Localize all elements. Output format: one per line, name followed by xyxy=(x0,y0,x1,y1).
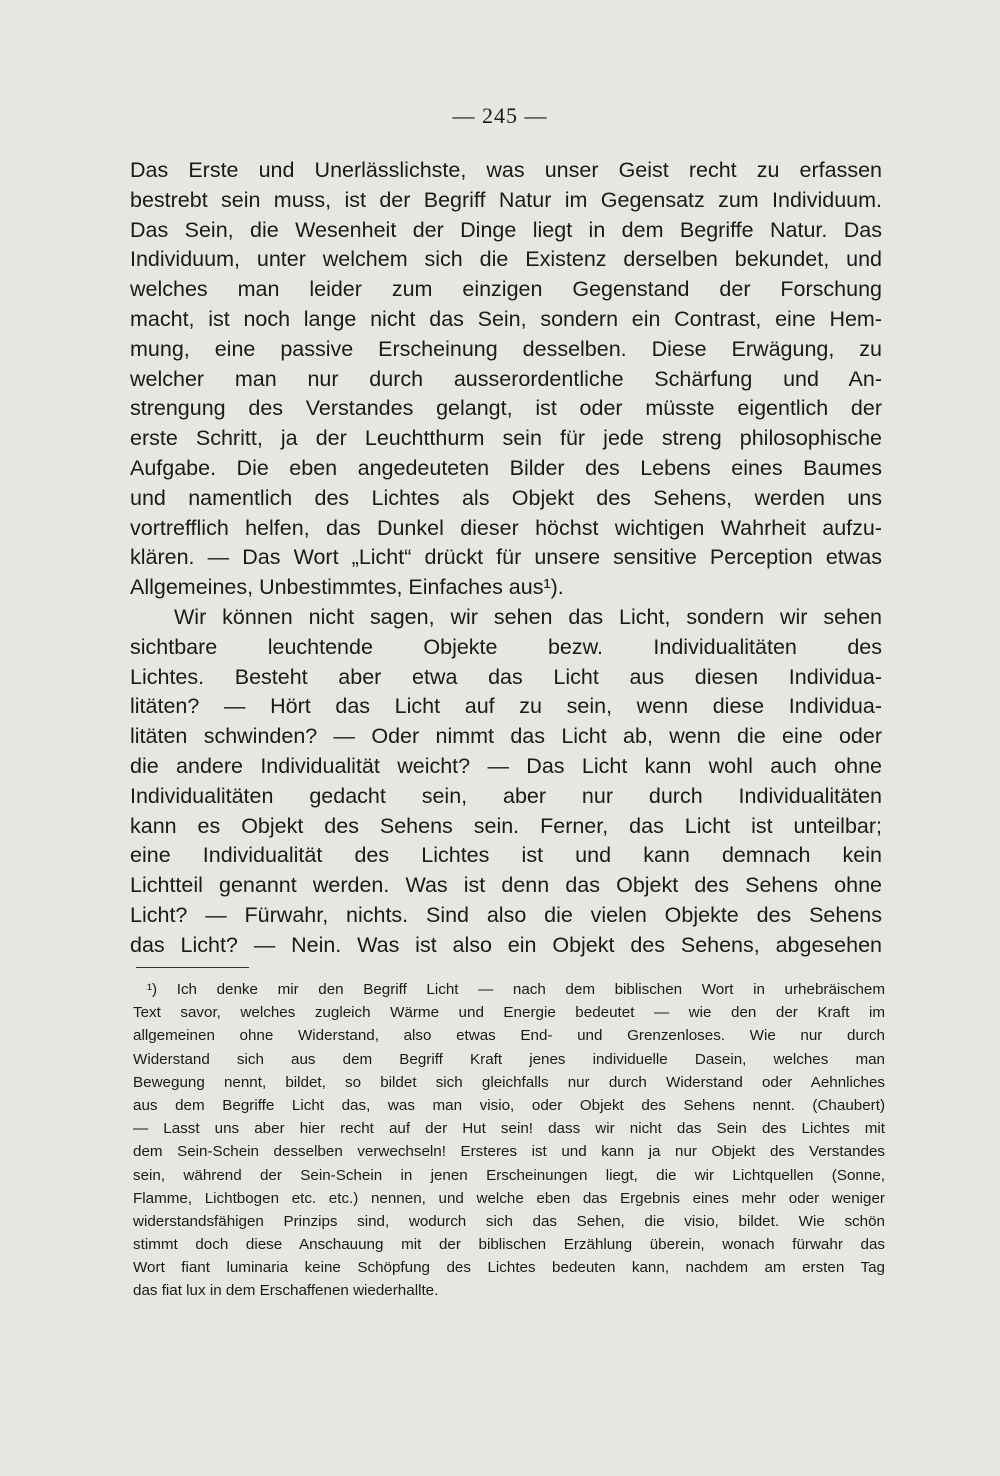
footnote-line: Flamme, Lichtbogen etc. etc.) nennen, und welche eben das Ergebnis eines mehr oder weniger xyxy=(133,1189,885,1207)
text-line: Lichtteil genannt werden. Was ist denn das Objekt des Sehens ohne xyxy=(130,873,882,898)
text-line: macht, ist noch lange nicht das Sein, sondern ein Contrast, eine Hem- xyxy=(130,306,882,331)
text-line: bestrebt sein muss, ist der Begriff Natur im Gegensatz zum Individuum. xyxy=(130,187,882,212)
footnote xyxy=(133,978,885,1303)
text-line: litäten? — Hört das Licht auf zu sein, wenn diese Individua- xyxy=(130,694,882,719)
text-line: eine Individualität des Lichtes ist und kann demnach kein xyxy=(130,843,882,868)
text-line: welcher man nur durch ausserordentliche Schärfung und An- xyxy=(130,366,882,391)
footnote-line: Widerstand sich aus dem Begriff Kraft jenes individuelle Dasein, welches man xyxy=(133,1050,885,1068)
text-line: Individualitäten gedacht sein, aber nur durch Individualitäten xyxy=(130,783,882,808)
text-line: Individuum, unter welchem sich die Existenz derselben bekundet, und xyxy=(130,247,882,272)
text-line: Lichtes. Besteht aber etwa das Licht aus diesen Individua- xyxy=(130,664,882,689)
footnote-divider xyxy=(136,967,249,968)
text-line: die andere Individualität weicht? — Das Licht kann wohl auch ohne xyxy=(130,753,882,778)
text-line: strengung des Verstandes gelangt, ist oder müsste eigentlich der xyxy=(130,396,882,421)
footnote-line: allgemeinen ohne Widerstand, also etwas End- und Grenzenloses. Wie nur durch xyxy=(133,1027,885,1045)
footnote-line: Bewegung nennt, bildet, so bildet sich gleichfalls nur durch Widerstand oder Aehnliches xyxy=(133,1073,885,1091)
main-text xyxy=(130,156,882,961)
text-line: mung, eine passive Erscheinung desselben. Diese Erwägung, zu xyxy=(130,336,882,361)
footnote-line: — Lasst uns aber hier recht auf der Hut sein! dass wir nicht das Sein des Lichtes mit xyxy=(133,1120,885,1138)
text-line: Licht? — Fürwahr, nichts. Sind also die vielen Objekte des Sehens xyxy=(130,902,882,927)
footnote-line: das fiat lux in dem Erschaffenen wiederhallte. xyxy=(133,1282,439,1300)
text-line: kann es Objekt des Sehens sein. Ferner, das Licht ist unteilbar; xyxy=(130,813,882,838)
text-line: und namentlich des Lichtes als Objekt des Sehens, werden uns xyxy=(130,485,882,510)
footnote-line: Wort fiant luminaria keine Schöpfung des Lichtes bedeuten kann, nachdem am ersten Tag xyxy=(133,1259,885,1277)
footnote-line: Text savor, welches zugleich Wärme und Energie bedeutet — wie den der Kraft im xyxy=(133,1004,885,1022)
text-line: das Licht? — Nein. Was ist also ein Objekt des Sehens, abgesehen xyxy=(130,932,882,957)
text-line: Aufgabe. Die eben angedeuteten Bilder des Lebens eines Baumes xyxy=(130,455,882,480)
page-number: — 245 — xyxy=(452,103,548,128)
text-line: erste Schritt, ja der Leuchtthurm sein für jede streng philosophische xyxy=(130,426,882,451)
footnote-line: widerstandsfähigen Prinzips sind, wodurch sich das Sehen, die visio, bildet. Wie schön xyxy=(133,1212,885,1230)
text-line: sichtbare leuchtende Objekte bezw. Individualitäten des xyxy=(130,634,882,659)
text-line: vortrefflich helfen, das Dunkel dieser höchst wichtigen Wahrheit aufzu- xyxy=(130,515,882,540)
footnote-line: sein, während der Sein-Schein in jenen Erscheinungen liegt, die wir Lichtquellen (Sonne, xyxy=(133,1166,885,1184)
footnote-line: ¹) Ich denke mir den Begriff Licht — nach dem biblischen Wort in urhebräischem xyxy=(147,981,885,998)
footnote-line: dem Sein-Schein desselben verwechseln! Ersteres ist und kann ja nur Objekt des Verstandes xyxy=(133,1143,885,1161)
text-line: Das Sein, die Wesenheit der Dinge liegt in dem Begriffe Natur. Das xyxy=(130,217,882,242)
text-line: klären. — Das Wort „Licht“ drückt für unsere sensitive Perception etwas xyxy=(130,545,882,570)
text-line: Wir können nicht sagen, wir sehen das Licht, sondern wir sehen xyxy=(174,604,882,629)
text-line: Allgemeines, Unbestimmtes, Einfaches aus¹). xyxy=(130,575,564,600)
footnote-line: aus dem Begriffe Licht das, was man visio, oder Objekt des Sehens nennt. (Chaubert) xyxy=(133,1096,885,1114)
text-line: litäten schwinden? — Oder nimmt das Licht ab, wenn die eine oder xyxy=(130,724,882,749)
text-line: welches man leider zum einzigen Gegenstand der Forschung xyxy=(130,277,882,302)
text-line: Das Erste und Unerlässlichste, was unser Geist recht zu erfassen xyxy=(130,158,882,182)
footnote-line: stimmt doch diese Anschauung mit der biblischen Erzählung überein, wonach fürwahr das xyxy=(133,1236,885,1254)
